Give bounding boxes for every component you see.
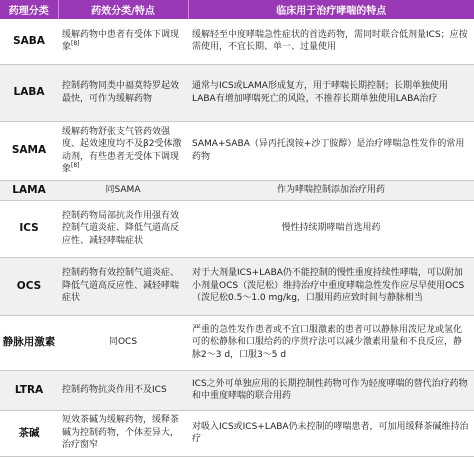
drug-effect: 缓解药物中患者有受体下调现象[8] bbox=[58, 19, 188, 64]
drug-clinical-use: 对吸入ICS或ICS+LABA仍未控制的哮喘患者，可加用缓释茶碱维持治疗 bbox=[188, 410, 474, 456]
drug-name: SAMA bbox=[0, 121, 58, 180]
drug-effect: 控制药物抗炎作用不及ICS bbox=[58, 370, 188, 410]
drug-effect: 短效茶碱为缓解药物，缓释茶碱为控制药物，个体差异大，治疗窗窄 bbox=[58, 410, 188, 456]
drug-name: LTRA bbox=[0, 370, 58, 410]
drug-clinical-use: ICS之外可单独应用的长期控制性药物可作为轻度哮喘的替代治疗药物和中重度哮喘的联合用药 bbox=[188, 370, 474, 410]
header-pharmacology-class: 药理分类 bbox=[0, 0, 58, 19]
table-row bbox=[0, 315, 474, 370]
drug-clinical-use: 作为哮喘控制添加治疗用药 bbox=[188, 180, 474, 200]
reference-mark: [8] bbox=[71, 162, 80, 169]
reference-mark: [8] bbox=[71, 40, 80, 48]
drug-name: 静脉用激素 bbox=[0, 315, 58, 370]
table-row bbox=[0, 180, 474, 200]
header-efficacy-class: 药效分类/特点 bbox=[58, 0, 188, 19]
drug-name: 茶碱 bbox=[0, 410, 58, 456]
drug-name: ICS bbox=[0, 200, 58, 257]
drug-clinical-use: SAMA+SABA（异丙托溴铵+沙丁胺醇）是治疗哮喘急性发作的常用药物 bbox=[188, 121, 474, 180]
drug-effect: 控制药物有效控制气道炎症、降低气道高反应性、减轻哮喘症状 bbox=[58, 257, 188, 315]
drug-effect: 同SAMA bbox=[58, 180, 188, 200]
table-row bbox=[0, 19, 474, 64]
drug-name: LAMA bbox=[0, 180, 58, 200]
drug-name: LABA bbox=[0, 64, 58, 121]
drug-clinical-use: 通常与ICS或LAMA形成复方，用于哮喘长期控制；长期单独使用LABA有增加哮喘死亡的风险，不推荐长期单独使用LABA治疗 bbox=[188, 64, 474, 121]
table-row bbox=[0, 257, 474, 315]
drug-name: SABA bbox=[0, 19, 58, 64]
drug-clinical-use: 严重的急性发作患者或不宜口服激素的患者可以静脉用泼尼龙或氢化可的松静脉和口服给药的序贯疗法可以减少激素用量和不良反应，静脉2～3 d，口服3～5 d bbox=[188, 315, 474, 370]
drug-effect: 同OCS bbox=[58, 315, 188, 370]
table-row bbox=[0, 410, 474, 456]
drug-effect: 缓解药物舒张支气管药效强度、起效速度均不及β2受体激动剂，有些患者无受体下调现象[8] bbox=[58, 121, 188, 180]
drug-effect: 控制药物局部抗炎作用强有效控制气道炎症、降低气道高反应性、减轻哮喘症状 bbox=[58, 200, 188, 257]
table-row bbox=[0, 200, 474, 257]
drug-name: OCS bbox=[0, 257, 58, 315]
table-header bbox=[0, 0, 474, 19]
table-row bbox=[0, 370, 474, 410]
drug-effect: 控制药物同类中福莫特罗起效最快，可作为缓解药物 bbox=[58, 64, 188, 121]
header-clinical-features: 临床用于治疗哮喘的特点 bbox=[188, 0, 474, 19]
table-row bbox=[0, 121, 474, 180]
drug-clinical-use: 缓解轻至中度哮喘急性症状的首选药物，需同时联合低剂量ICS；应按需使用，不宜长期、单一、过量使用 bbox=[188, 19, 474, 64]
table-row bbox=[0, 64, 474, 121]
drug-clinical-use: 对于大剂量ICS+LABA仍不能控制的慢性重度持续性哮喘，可以附加小剂量OCS（泼尼松）维持治疗中重度哮喘急性发作应尽早使用OCS（泼尼松0.5～1.0 mg/kg，口服用药应致时间与静脉相当 bbox=[188, 257, 474, 315]
drug-clinical-use: 慢性持续期哮喘首选用药 bbox=[188, 200, 474, 257]
